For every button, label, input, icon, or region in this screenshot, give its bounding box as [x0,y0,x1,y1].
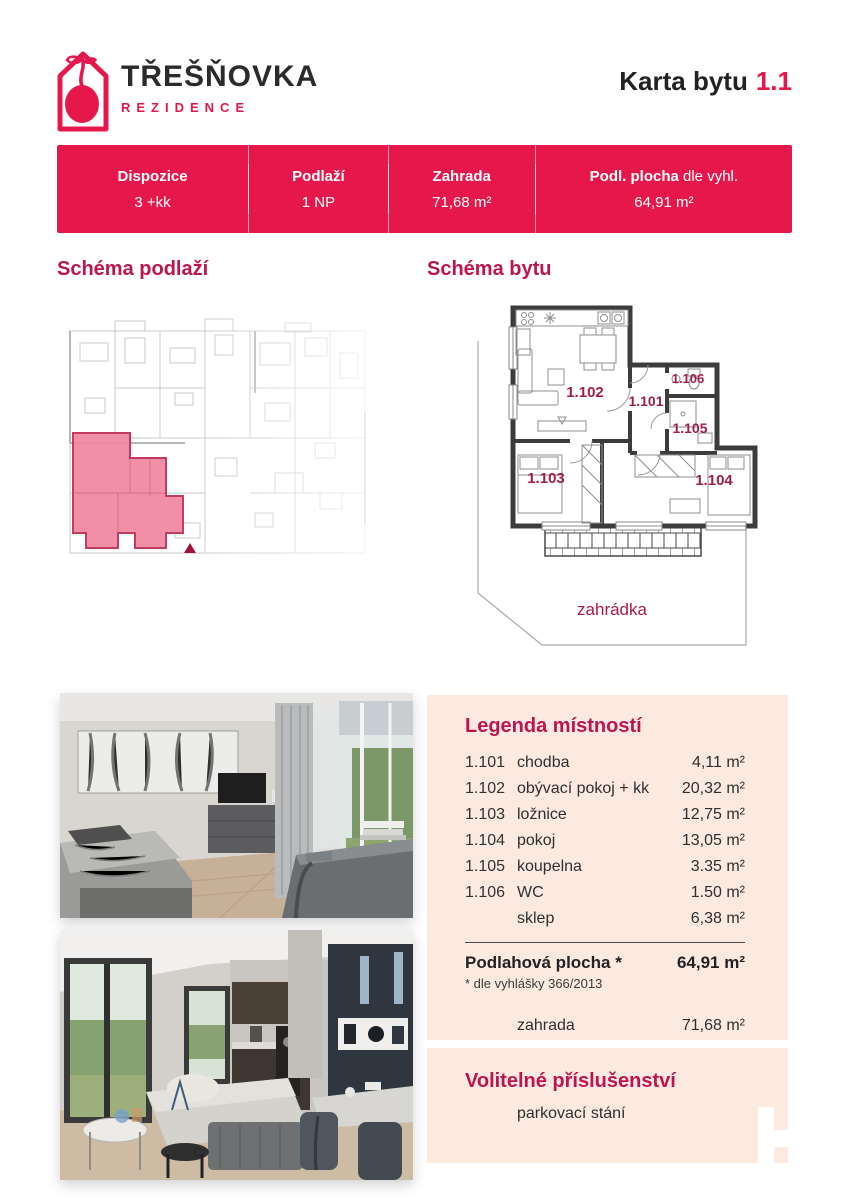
room-label-1101: 1.101 [628,393,664,409]
brand-name: TŘEŠŇOVKA [121,60,319,93]
room-name: pokoj [517,832,556,849]
legend-row [465,906,745,932]
options-item: parkovací stání [517,1105,626,1122]
room-name: WC [517,884,544,901]
highlighted-unit-shape [73,433,183,548]
stat-value: 64,91 m² [634,193,694,211]
brand-logo [57,50,387,132]
garden-name: zahrada [517,1017,575,1034]
unit-floor-plan [430,293,790,658]
building-floor-schematic [55,293,395,578]
stat-dispozice [57,145,248,233]
bedroom-illustration [60,693,413,918]
unit-number: 1.1 [755,66,792,96]
wall-unit [328,944,413,1104]
stat-label: Dispozice [117,167,188,185]
legend-row [465,828,745,854]
stat-zahrada [388,145,535,233]
room-id: 1.101 [465,754,506,771]
room-area: 1.50 m² [690,884,745,901]
stat-label-note: dle vyhl. [678,167,739,185]
stat-value: 71,68 m² [432,193,492,211]
legend-row [465,854,745,880]
legend-separator [465,942,745,943]
document-title [619,66,792,97]
stat-label: Zahrada [432,167,491,185]
total-note: * dle vyhlášky 366/2013 [465,976,603,991]
total-label: Podlahová plocha * [465,953,622,972]
room-id: 1.106 [465,884,506,901]
room-label-1102: 1.102 [566,384,604,401]
stat-label: Podl. plocha dle vyhl. [589,167,739,185]
stat-value: 3 +kk [134,193,171,211]
room-id: 1.102 [465,780,506,797]
bedroom-photo [60,693,413,918]
pillar [288,930,322,1078]
room-label-1104: 1.104 [695,472,733,489]
room-area: 12,75 m² [681,806,745,823]
room-id: 1.103 [465,806,506,823]
stat-value: 1 NP [301,193,336,211]
apartment-outer-walls [513,308,755,526]
entrance-marker-triangle [184,543,196,553]
document-title-label: Karta bytu [619,66,748,96]
room-name: chodba [517,754,570,771]
garden-label: zahrádka [577,600,647,619]
stat-label: Podlaží [292,167,345,185]
garden-area: 71,68 m² [681,1017,745,1034]
room-label-1106: 1.106 [671,371,705,386]
options-panel [427,1048,788,1163]
legend-title: Legenda místností [465,715,642,737]
room-area: 4,11 m² [691,754,745,771]
room-label-1105: 1.105 [672,420,708,436]
room-area: 13,05 m² [681,832,745,849]
room-label-1103: 1.103 [527,470,565,487]
total-row [465,953,745,973]
floor-plan-section-title: Schéma podlaží [57,258,209,280]
room-id [465,906,517,932]
legend-row [465,776,745,802]
panel-cutout-decoration [774,1130,790,1147]
room-name: koupelna [517,858,582,875]
garden-row [465,1017,745,1035]
room-legend-panel [427,695,788,1040]
fade-overlay [195,313,395,563]
panel-cutout-decoration [758,1107,774,1163]
brand-text [121,50,318,132]
legend-row [465,802,745,828]
room-id: 1.104 [465,832,506,849]
options-title: Volitelné příslušenství [465,1070,676,1092]
living-room-illustration [60,930,413,1180]
living-room-photo [60,930,413,1180]
stat-podlazi [248,145,388,233]
stat-podl-plocha [535,145,792,233]
room-area: 20,32 m² [681,780,745,797]
unit-plan-section-title: Schéma bytu [427,258,552,280]
stats-banner [57,145,792,233]
legend-row [465,880,745,906]
cherry-house-icon [57,50,109,132]
room-name: sklep [517,910,555,927]
room-area: 3.35 m² [690,858,745,875]
room-name: obývací pokoj + kk [517,780,650,797]
room-id: 1.105 [465,858,506,875]
legend-row [465,750,745,776]
room-name: ložnice [517,806,567,823]
room-area: 6,38 m² [690,910,745,927]
wall-art [78,731,238,793]
total-value: 64,91 m² [676,953,745,972]
brand-subtitle: REZIDENCE [121,100,251,115]
